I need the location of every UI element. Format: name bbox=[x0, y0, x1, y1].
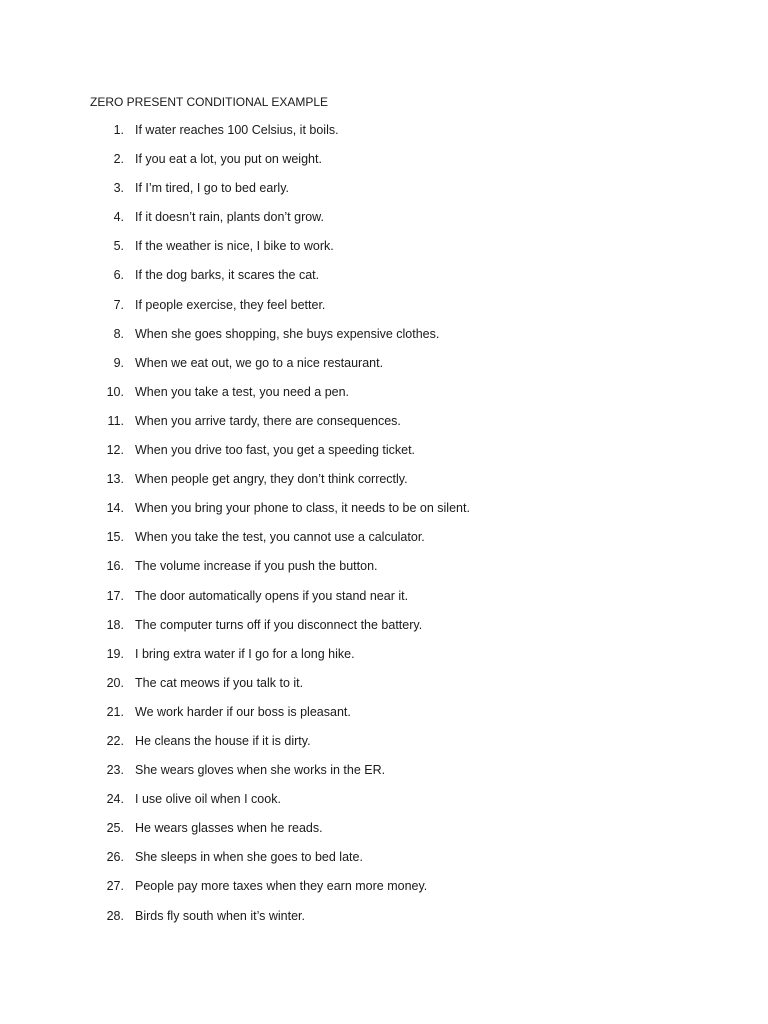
list-item-text: The volume increase if you push the button. bbox=[135, 559, 378, 574]
list-item-text: She wears gloves when she works in the ER. bbox=[135, 763, 386, 778]
list-item-number: 22. bbox=[106, 733, 124, 748]
list-item-number: 6. bbox=[113, 268, 124, 283]
list-item-number: 23. bbox=[106, 763, 124, 778]
list-item bbox=[0, 704, 768, 733]
list-item-number: 10. bbox=[106, 384, 124, 399]
list-item bbox=[0, 122, 768, 151]
list-item bbox=[0, 558, 768, 587]
list-item bbox=[0, 297, 768, 326]
list-item-text: People pay more taxes when they earn more money. bbox=[135, 879, 428, 894]
list-item-number: 26. bbox=[106, 850, 124, 865]
list-item-text: Birds fly south when it’s winter. bbox=[135, 908, 305, 923]
list-item bbox=[0, 675, 768, 704]
list-item bbox=[0, 413, 768, 442]
list-item bbox=[0, 209, 768, 238]
list-item bbox=[0, 267, 768, 296]
list-item bbox=[0, 617, 768, 646]
document-title: ZERO PRESENT CONDITIONAL EXAMPLE bbox=[90, 95, 329, 109]
list-item bbox=[0, 238, 768, 267]
list-item-text: The door automatically opens if you stand near it. bbox=[135, 588, 409, 603]
list-item bbox=[0, 646, 768, 675]
list-item-number: 4. bbox=[113, 210, 124, 225]
list-item-number: 5. bbox=[113, 239, 124, 254]
list-item-number: 1. bbox=[113, 123, 124, 137]
list-item-text: If water reaches 100 Celsius, it boils. bbox=[135, 123, 339, 137]
list-item bbox=[0, 500, 768, 529]
list-item-number: 24. bbox=[106, 792, 124, 807]
list-item bbox=[0, 762, 768, 791]
list-item-text: He cleans the house if it is dirty. bbox=[135, 733, 311, 748]
list-item-text: If I’m tired, I go to bed early. bbox=[135, 181, 290, 196]
list-item-text: When she goes shopping, she buys expensive clothes. bbox=[135, 326, 440, 341]
list-item bbox=[0, 791, 768, 820]
list-item-text: When you arrive tardy, there are consequences. bbox=[135, 413, 401, 428]
list-item bbox=[0, 820, 768, 849]
example-list bbox=[0, 122, 768, 937]
list-item-text: When people get angry, they don’t think correctly. bbox=[135, 472, 408, 487]
list-item-text: If the weather is nice, I bike to work. bbox=[135, 239, 334, 254]
list-item bbox=[0, 849, 768, 878]
list-item-number: 3. bbox=[113, 181, 124, 196]
list-item bbox=[0, 442, 768, 471]
list-item bbox=[0, 326, 768, 355]
list-item bbox=[0, 878, 768, 907]
list-item-number: 18. bbox=[106, 617, 124, 632]
list-item-number: 2. bbox=[113, 152, 124, 167]
list-item-number: 28. bbox=[106, 908, 124, 923]
list-item-text: When you take a test, you need a pen. bbox=[135, 384, 350, 399]
list-item bbox=[0, 180, 768, 209]
list-item bbox=[0, 529, 768, 558]
list-item-text: When we eat out, we go to a nice restaurant. bbox=[135, 355, 384, 370]
list-item-number: 11. bbox=[107, 413, 124, 428]
list-item-number: 25. bbox=[106, 821, 124, 836]
list-item-number: 16. bbox=[106, 559, 124, 574]
list-item bbox=[0, 384, 768, 413]
list-item-text: The cat meows if you talk to it. bbox=[135, 675, 304, 690]
list-item bbox=[0, 733, 768, 762]
list-item-number: 15. bbox=[106, 530, 124, 545]
list-item-number: 14. bbox=[106, 501, 124, 516]
list-item-text: If it doesn’t rain, plants don’t grow. bbox=[135, 210, 324, 225]
list-item-number: 9. bbox=[113, 355, 124, 370]
list-item-text: We work harder if our boss is pleasant. bbox=[135, 704, 351, 719]
list-item-number: 12. bbox=[106, 443, 124, 458]
list-item-number: 21. bbox=[106, 704, 124, 719]
list-item-text: If the dog barks, it scares the cat. bbox=[135, 268, 320, 283]
list-item bbox=[0, 471, 768, 500]
list-item-text: If people exercise, they feel better. bbox=[135, 297, 326, 312]
list-item-number: 7. bbox=[113, 297, 124, 312]
list-item-number: 19. bbox=[106, 646, 124, 661]
list-item-number: 13. bbox=[106, 472, 124, 487]
list-item bbox=[0, 355, 768, 384]
list-item-text: If you eat a lot, you put on weight. bbox=[135, 152, 322, 167]
list-item-text: When you bring your phone to class, it needs to be on silent. bbox=[135, 501, 470, 516]
list-item bbox=[0, 588, 768, 617]
list-item-number: 27. bbox=[106, 879, 124, 894]
list-item-text: When you take the test, you cannot use a calculator. bbox=[135, 530, 425, 545]
list-item-text: He wears glasses when he reads. bbox=[135, 821, 323, 836]
list-item-text: When you drive too fast, you get a speeding ticket. bbox=[135, 443, 416, 458]
list-item-text: The computer turns off if you disconnect the battery. bbox=[135, 617, 423, 632]
list-item-text: I use olive oil when I cook. bbox=[135, 792, 281, 807]
list-item-number: 20. bbox=[106, 675, 124, 690]
list-item-text: I bring extra water if I go for a long hike. bbox=[135, 646, 355, 661]
list-item bbox=[0, 151, 768, 180]
list-item-number: 17. bbox=[106, 588, 124, 603]
list-item-text: She sleeps in when she goes to bed late. bbox=[135, 850, 363, 865]
list-item-number: 8. bbox=[113, 326, 124, 341]
list-item bbox=[0, 908, 768, 937]
